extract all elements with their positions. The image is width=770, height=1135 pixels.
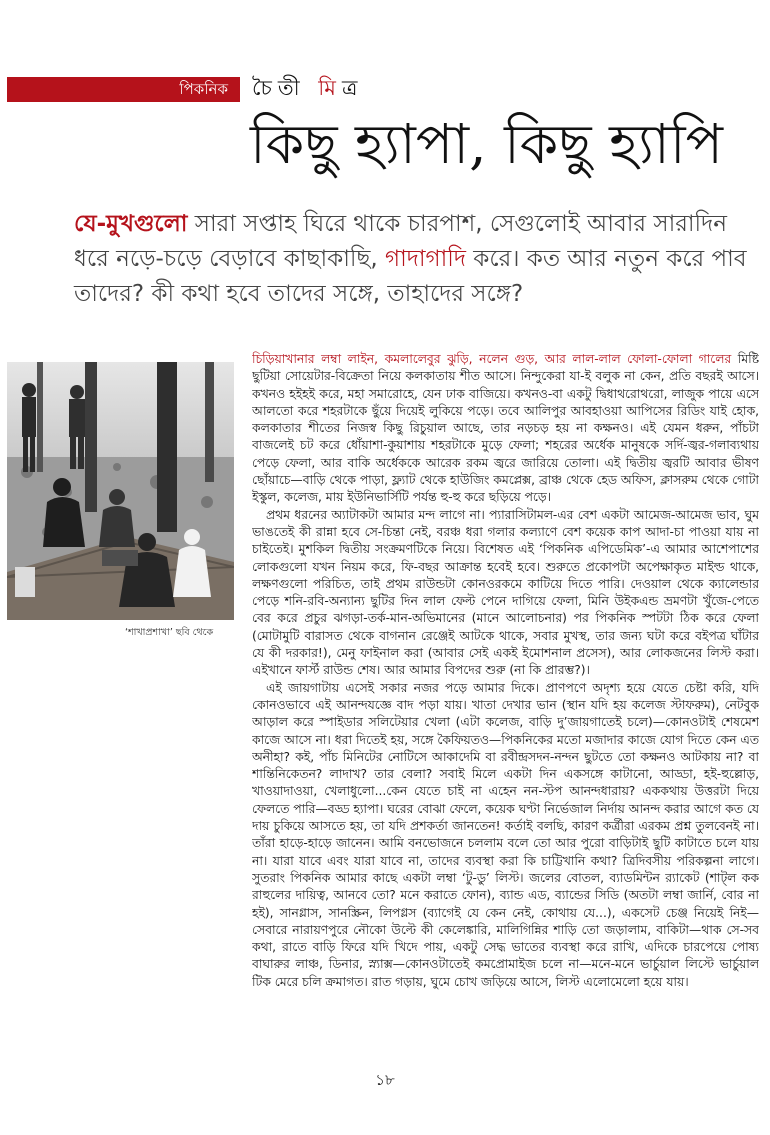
- author-part-2: মি: [318, 76, 342, 100]
- standfirst-highlight: গাদাগাদি: [385, 246, 466, 272]
- body-paragraph-3: এই জায়গাটায় এসেই সকার নজর পড়ে আমার দিকে। প্রাণপণে অদৃশ্য হয়ে যেতে চেষ্টা করি, যদি কোনওভাবে এই আনন্দযজ্ঞে বাদ পড়া যায়। খাতা দেখার ভান (স্থান যদি হয় কলেজ স্টাফরুম), নেটবুক আড়াল করে স্পাইডার সলিটেয়ার খেলা (এটা কলেজ, বাড়ি দু’জায়গাতেই চলে)—কোনওটাই শেষমেশ কাজে আসে না। ধরা দিতেই হয়, সঙ্গে কৈফিয়তও—পিকনিকের মতো মজাদার কাজে যোগ দিতে কেন এত অনীহা? কই, পাঁচ মিনিটের নোটিসে আকাদেমি বা রবীন্দ্রসদন-নন্দন ছুটতে তো কক্ষনও আটকায় না? বা শান্তিনিকেতন? লাদাখ? তার বেলা? সবাই মিলে একটা দিন একসঙ্গে কাটানো, আড্ডা, হই-হুল্লোড়, খাওয়াদাওয়া, খেলাধুলো...কেন যেতে চাই না এহেন নন-স্টপ আনন্দধারায়? এককথায় উত্তরটা দিয়ে ফেলতে পারি—বড্ড হ্যাপা। ঘরের বোঝা ফেলে, কয়েক ঘণ্টা নির্ভেজাল নির্দায় আনন্দ করার আগে কত যে দায় চুকিয়ে আসতে হয়, তা যদি প্রশকর্তা জানতেন! কর্তাই বলছি, কারণ কর্ত্রীরা এরকম প্রশ্ন তুলবেনই না। তাঁরা হাড়ে-হাড়ে জানেন। আমি বনভোজনে চললাম বলে তো আর পুরো বাড়িটাই ছুটি কাটাতে চলে যায় না। যারা যাবে এবং যারা যাবে না, তাদের ব্যবস্থা করা কি চাট্টিখানি কথা? ত্রিদিবসীয় পরিকল্পনা লাগে। সুতরাং পিকনিক আমার কাছে একটা লম্বা ‘টু-ডু’ লিস্ট। জলের বোতল, ব্যাডমিন্টন র‍্যাকেট (শাট্‌ল কক রাহুলের দায়িত্ব, আনবে তো? মনে করাতে ফোন), ব্যান্ড এড, ব্যান্ডের সিডি (অতটা লম্বা জার্নি, বোর না হই), সানগ্লাস, সানস্ক্রিন, লিপগ্লস (ব্যাগেই যে কেন নেই, কোথায় যে...), একসেট চেঞ্জ নিয়েই নিই—সেবারে নারায়ণপুরে নৌকো উল্টে কী কেলেঙ্কারি, মালিগিন্নির শাড়ি তো জড়ালাম, বাকিটা—থাক সে-সব কথা, রাতে বাড়ি ফিরে যদি খিদে পায়, একটু সেদ্ধ ভাতের ব্যবস্থা করে রাখি, এদিকে চারপেয়ে পোষ্য বাঘারুর লাঞ্চ, ডিনার, স্ন্যাক্স—কোনওটাতেই কমপ্রোমাইজ চলে না—মনে-মনে ভার্চুয়াল লিস্টে ভার্চুয়াল টিক মেরে চলি ক্রমাগত। রাত গড়ায়, ঘুমে চোখ জড়িয়ে আসে, লিস্ট এলোমেলো হয়ে যায়।: [252, 680, 759, 989]
- page-number: ১৮: [375, 1071, 395, 1089]
- photo-caption: ‘শাখাপ্রশাখা’ ছবি থেকে: [125, 627, 214, 638]
- picnic-photo-illustration: [7, 362, 234, 620]
- section-label: পিকনিক: [7, 77, 240, 102]
- headline: কিছু হ্যাপা, কিছু হ্যাপি: [250, 112, 723, 176]
- article-photo: [7, 362, 234, 620]
- author-byline: [252, 72, 363, 107]
- body-lead: চিড়িয়াখানার লম্বা লাইন, কমলালেবুর ঝুড়ি, নলেন গুড়, আর লাল-লাল ফোলা-ফোলা গালের: [252, 352, 732, 366]
- body-paragraph-1: [252, 351, 759, 507]
- author-part-3: ত্র: [341, 76, 364, 100]
- standfirst: [74, 207, 754, 312]
- standfirst-text-1: সারা সপ্তাহ ঘিরে থাকে চারপাশ, সেগুলোই আবার সারাদিন ধরে নড়ে-চড়ে বেড়াবে কাছাকাছি,: [74, 211, 727, 272]
- standfirst-text-2: করে। কত আর নতুন করে পাব তাদের? কী কথা হবে তাদের সঙ্গে, তাহাদের সঙ্গে?: [74, 246, 747, 307]
- body-paragraph-1-text: মিষ্টি ছুটিয়া সোয়েটার-বিক্রেতা নিয়ে কলকাতায় শীত আসে। নিন্দুকেরা যা-ই বলুক না কেন, প্রতি বছরই আসে। কখনও হইহই করে, মহা সমারোহে, যেন ঢাক বাজিয়ে। কখনও-বা একটু দ্বিধাথরোথরো, লাজুক পায়ে এসে আলতো করে শহরটাকে ছুঁয়ে দিয়েই লুকিয়ে পড়ে। তবে আলিপুর আবহাওয়া আপিসের রিডিং যাই হোক, কলকাতার শীতের নিজস্ব কিছু রিচুয়াল আছে, তার নড়চড় হয় না কক্ষনও। এই যেমন ধরুন, পাঁচটা বাজলেই চট করে ধোঁয়াশা-কুয়াশায় শহরটাকে মুড়ে ফেলা; শহরের অর্ধেক মানুষকে সর্দি-জ্বর-গলাব্যথায় পেড়ে ফেলা, আর বাকি অর্ধেককে আরেক রকম জ্বরে জারিয়ে তোলা। এই দ্বিতীয় জ্বরটি আবার ভীষণ ছোঁয়াচে—বাড়ি থেকে পাড়া, ফ্ল্যাট থেকে হাউজিং কমপ্লেক্স, ব্রাঞ্চ থেকে হেড অফিস, ক্লাসরুম থেকে গোটা ইস্কুল, কলেজ, মায় ইউনিভার্সিটি পর্যন্ত হু-হু করে ছড়িয়ে পড়ে।: [252, 352, 759, 505]
- body-paragraph-2: প্রথম ধরনের অ্যাটাকটা আমার মন্দ লাগে না। প্যারাসিটামল-এর বেশ একটা আমেজ-আমেজ ভাব, ঘুম ভাঙতেই কী রান্না হবে সে-চিন্তা নেই, বরঞ্চ ধরা গলার কল্যাণে বেশ কয়েক কাপ আদা-চা পাওয়া যায় না চাইতেই। মুশকিল দ্বিতীয় সংক্রমণটিকে নিয়ে। বিশেষত এই ‘পিকনিক এপিডেমিক’-এ আমার আশেপাশের লোকগুলো যখন নিয়ম করে, ফি-বছর আক্রান্ত হবেই হবে। শুরুতে প্রকোপটা অপেক্ষাকৃত মাইল্ড থাকে, লক্ষণগুলো পরিচিত, তাই প্রথম রাউন্ডটা কোনওরকমে কাটিয়ে দিতে পারি। দেওয়াল থেকে ক্যালেন্ডার পেড়ে শনি-রবি-অন্যান্য ছুটির দিন লাল ফেল্ট পেনে দাগিয়ে ফেলা, মিনি উইকএন্ড ভ্রমণটা খুঁজে-পেতে বের করে প্রচুর ঝগড়া-তর্ক-মান-অভিমানের (মানে আলোচনার) পর পিকনিক স্পটটা ঠিক করে ফেলা (মোটামুটি বারাসত থেকে বাগনান রেঞ্জেই আটকে থাকে, সবার মুখস্থ, তার জন্য ঘটা করে বইপত্র ঘাঁটার যে কী দরকার!), মেনু ফাইনাল করা (আবার সেই একই ইমোশনাল প্রসেস), আর লোকজনের লিস্ট করা। এইখানে ফার্স্ট রাউন্ড শেষ। আর আমার বিপদের শুরু (না কি প্রারম্ভ?)।: [252, 507, 759, 678]
- standfirst-lead: যে-মুখগুলো: [74, 211, 188, 237]
- author-part-1: চৈতী: [252, 76, 319, 100]
- article-body: [252, 351, 759, 1061]
